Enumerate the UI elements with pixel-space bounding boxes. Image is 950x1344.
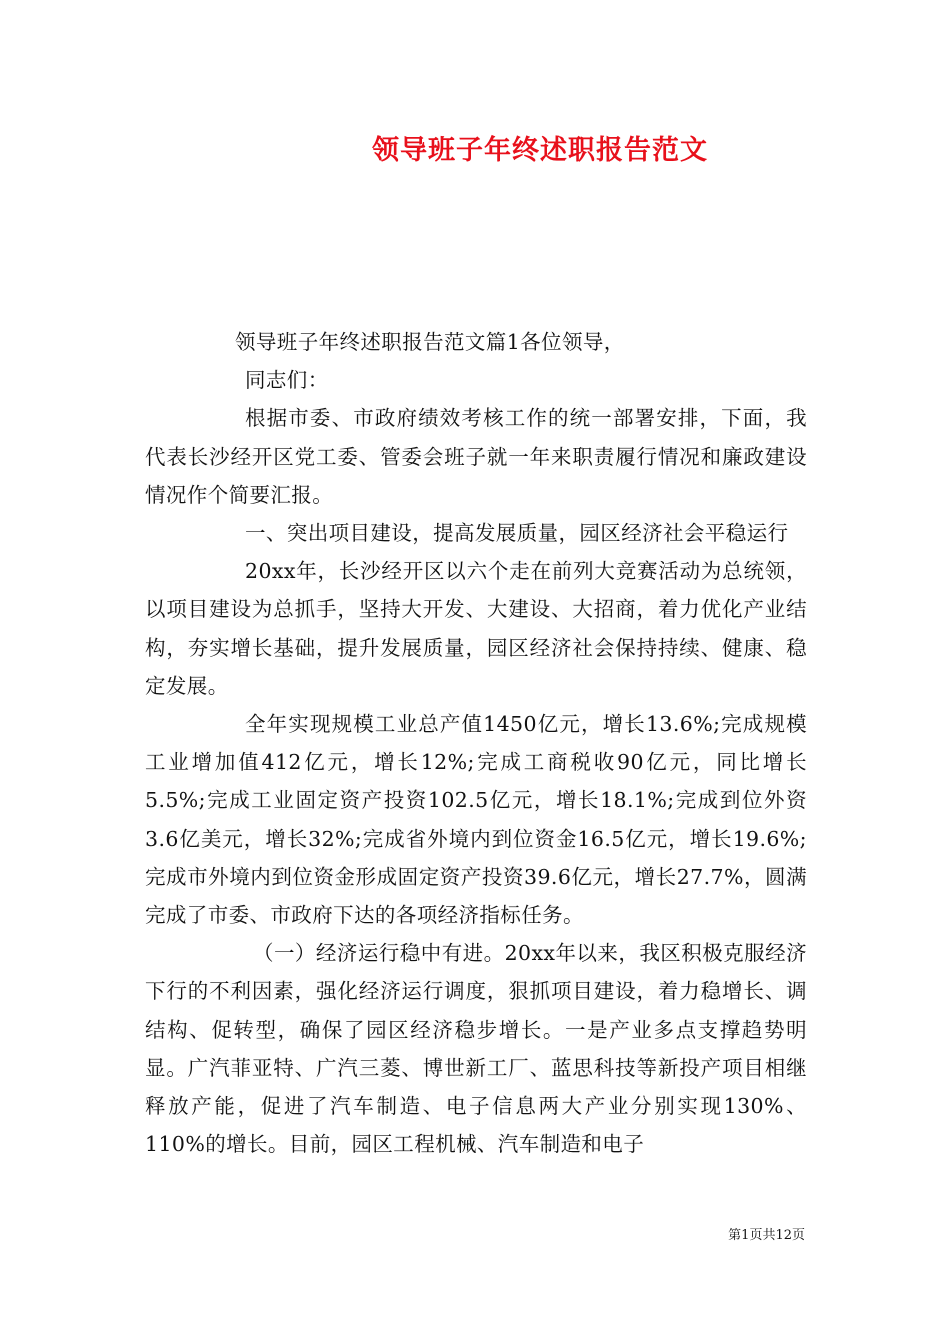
document-body bbox=[145, 323, 807, 1163]
document-title: 领导班子年终述职报告范文 bbox=[372, 135, 708, 166]
paragraph-greeting: 领导班子年终述职报告范文篇1各位领导， bbox=[235, 330, 625, 354]
section-heading-one: 一、突出项目建设，提高发展质量，园区经济社会平稳运行 bbox=[245, 521, 789, 546]
page-number: 第1页共12页 bbox=[728, 1228, 805, 1243]
paragraph-economy: （一）经济运行稳中有进。20xx年以来，我区积极克服经济下行的不利因素，强化经济运行调度，狠抓项目建设，着力稳增长、调结构、促转型，确保了园区经济稳步增长。一是产业多点支撑趋势明显。广汽菲亚特、广汽三菱、博世新工厂、蓝思科技等新投产项目相继释放产能，促进了汽车制造、电子信息两大产业分别实现130%、110%的增长。目前，园区工程机械、汽车制造和电子 bbox=[145, 941, 807, 1157]
paragraph-indicators: 全年实现规模工业总产值1450亿元，增长13.6%;完成规模工业增加值412亿元，增长12%;完成工商税收90亿元，同比增长5.5%;完成工业固定资产投资102.5亿元，增长18.1%;完成到位外资3.6亿美元，增长32%;完成省外境内到位资金16.5亿元，增长19.6%;完成市外境内到位资金形成固定资产投资39.6亿元，增长27.7%，圆满完成了市委、市政府下达的各项经济指标任务。 bbox=[145, 712, 807, 928]
paragraph-overview: 20xx年，长沙经开区以六个走在前列大竞赛活动为总统领，以项目建设为总抓手，坚持大开发、大建设、大招商，着力优化产业结构，夯实增长基础，提升发展质量，园区经济社会保持持续、健康、稳定发展。 bbox=[145, 559, 807, 698]
paragraph-intro: 根据市委、市政府绩效考核工作的统一部署安排，下面，我代表长沙经开区党工委、管委会班子就一年来职责履行情况和廉政建设情况作个简要汇报。 bbox=[145, 406, 807, 507]
paragraph-salutation: 同志们： bbox=[245, 368, 329, 393]
